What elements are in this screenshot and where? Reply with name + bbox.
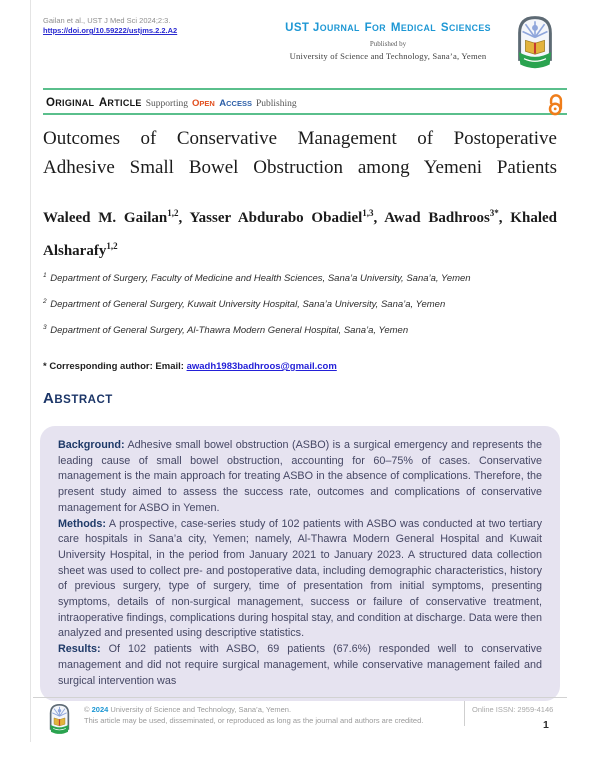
abstract-methods: Methods: A prospective, case-series study of 102 patients with ASBO was conducted at two tertiary care hospitals in Sana’a city, Yemen; namely, Al-Thawra Modern General Hospital and Kuwait University Hospital, in the period from January 2021 to January 2023. A structured data collection sheet was used to collect pre- and postoperative data, including demographic characteristics, history of previous surgery, type of surgery, time of presentation from initial symptoms, presenting symptoms, details of non-surgical management, success or failure of conservative treatment, intraoperative findings, complications during hospital stay, and condition at discharge. Data were then analyzed and presented using descriptive statistics. xyxy=(58,517,542,640)
publishing-label: Publishing xyxy=(255,98,297,109)
copyright-line: © 2024 University of Science and Technology, Sana’a, Yemen. xyxy=(84,705,292,714)
affiliation-2: $^2$ Department of General Surgery, Kuwait University Hospital, Sana’a University, Sana’a, Yemen xyxy=(43,298,446,311)
footer-copyright xyxy=(84,704,454,726)
publisher-name: University of Science and Technology, Sana’a, Yemen xyxy=(289,51,487,61)
authors-line-2: Alsharafy$^{1,2}$ xyxy=(43,241,118,259)
university-emblem-icon xyxy=(46,701,73,739)
doi-link[interactable]: https://doi.org/10.59222/ustjms.2.2.A2 xyxy=(43,26,178,35)
footer-university-logo xyxy=(46,701,73,744)
article-type-label: ORIGINAL ARTICLE Supporting OPEN ACCESS Publishing xyxy=(46,93,301,111)
corresponding-email-link[interactable]: awadh1983badhroos@gmail.com xyxy=(186,361,337,372)
supporting-label: Supporting xyxy=(145,98,188,109)
citation-text: Gailan et al., UST J Med Sci 2024;2:3. xyxy=(43,16,171,25)
citation-block xyxy=(43,16,177,36)
journal-masthead xyxy=(256,18,520,61)
page-number: 1 xyxy=(543,719,549,731)
published-by-label: Published by xyxy=(369,40,407,48)
footer-vertical-divider xyxy=(464,701,465,726)
open-access-lock-icon xyxy=(547,92,565,116)
license-line: This article may be used, disseminated, or reproduced as long as the journal and authors are credited. xyxy=(84,716,424,725)
issn-label: Online ISSN: 2959-4146 xyxy=(472,705,554,714)
university-emblem-icon xyxy=(513,11,557,77)
article-title xyxy=(43,124,557,182)
page-edge-line xyxy=(30,0,31,742)
authors xyxy=(43,199,557,265)
affiliation-3: $^3$ Department of General Surgery, Al-Thawra Modern General Hospital, Sana’a, Yemen xyxy=(43,324,409,337)
journal-name: UST JOURNAL FOR MEDICAL SCIENCES xyxy=(285,22,491,34)
corresponding-author: * Corresponding author: Email: awadh1983badhroos@gmail.com xyxy=(43,361,337,372)
open-access-label: OPEN ACCESS xyxy=(191,97,252,109)
article-title-line-1: Outcomes of Conservative Management of Postoperative xyxy=(43,128,557,149)
abstract-background: Background: Adhesive small bowel obstruction (ASBO) is a surgical emergency and represents the leading cause of small bowel obstruction, accounting for 60–75% of cases. Conservative management is the main approach for treating ASBO in the absence of complications. Therefore, the present study aimed to assess the success rate, outcomes and complications of conservative management for ASBO in Yemen. xyxy=(58,439,542,514)
affiliation-1: $^1$ Department of Surgery, Faculty of Medicine and Health Sciences, Sana’a University, Sana’a, Yemen xyxy=(43,272,471,285)
article-title-line-2: Adhesive Small Bowel Obstruction among Yemeni Patients xyxy=(43,157,557,178)
authors-line-1: Waleed M. Gailan$^{1,2}$, Yasser Abdurabo Obadiel$^{1,3}$, Awad Badhroos$^{3*}$, Khaled xyxy=(43,208,557,226)
abstract-heading: ABSTRACT xyxy=(43,390,113,407)
footer-divider-line xyxy=(33,697,567,698)
university-logo xyxy=(513,11,557,82)
affiliations xyxy=(43,264,557,342)
article-type-bar xyxy=(43,88,567,115)
abstract-box xyxy=(40,426,560,701)
abstract-results: Results: Of 102 patients with ASBO, 69 patients (67.6%) responded well to conservative management and did not require surgical management, while conservative management failed and surgical intervention was xyxy=(58,643,542,687)
